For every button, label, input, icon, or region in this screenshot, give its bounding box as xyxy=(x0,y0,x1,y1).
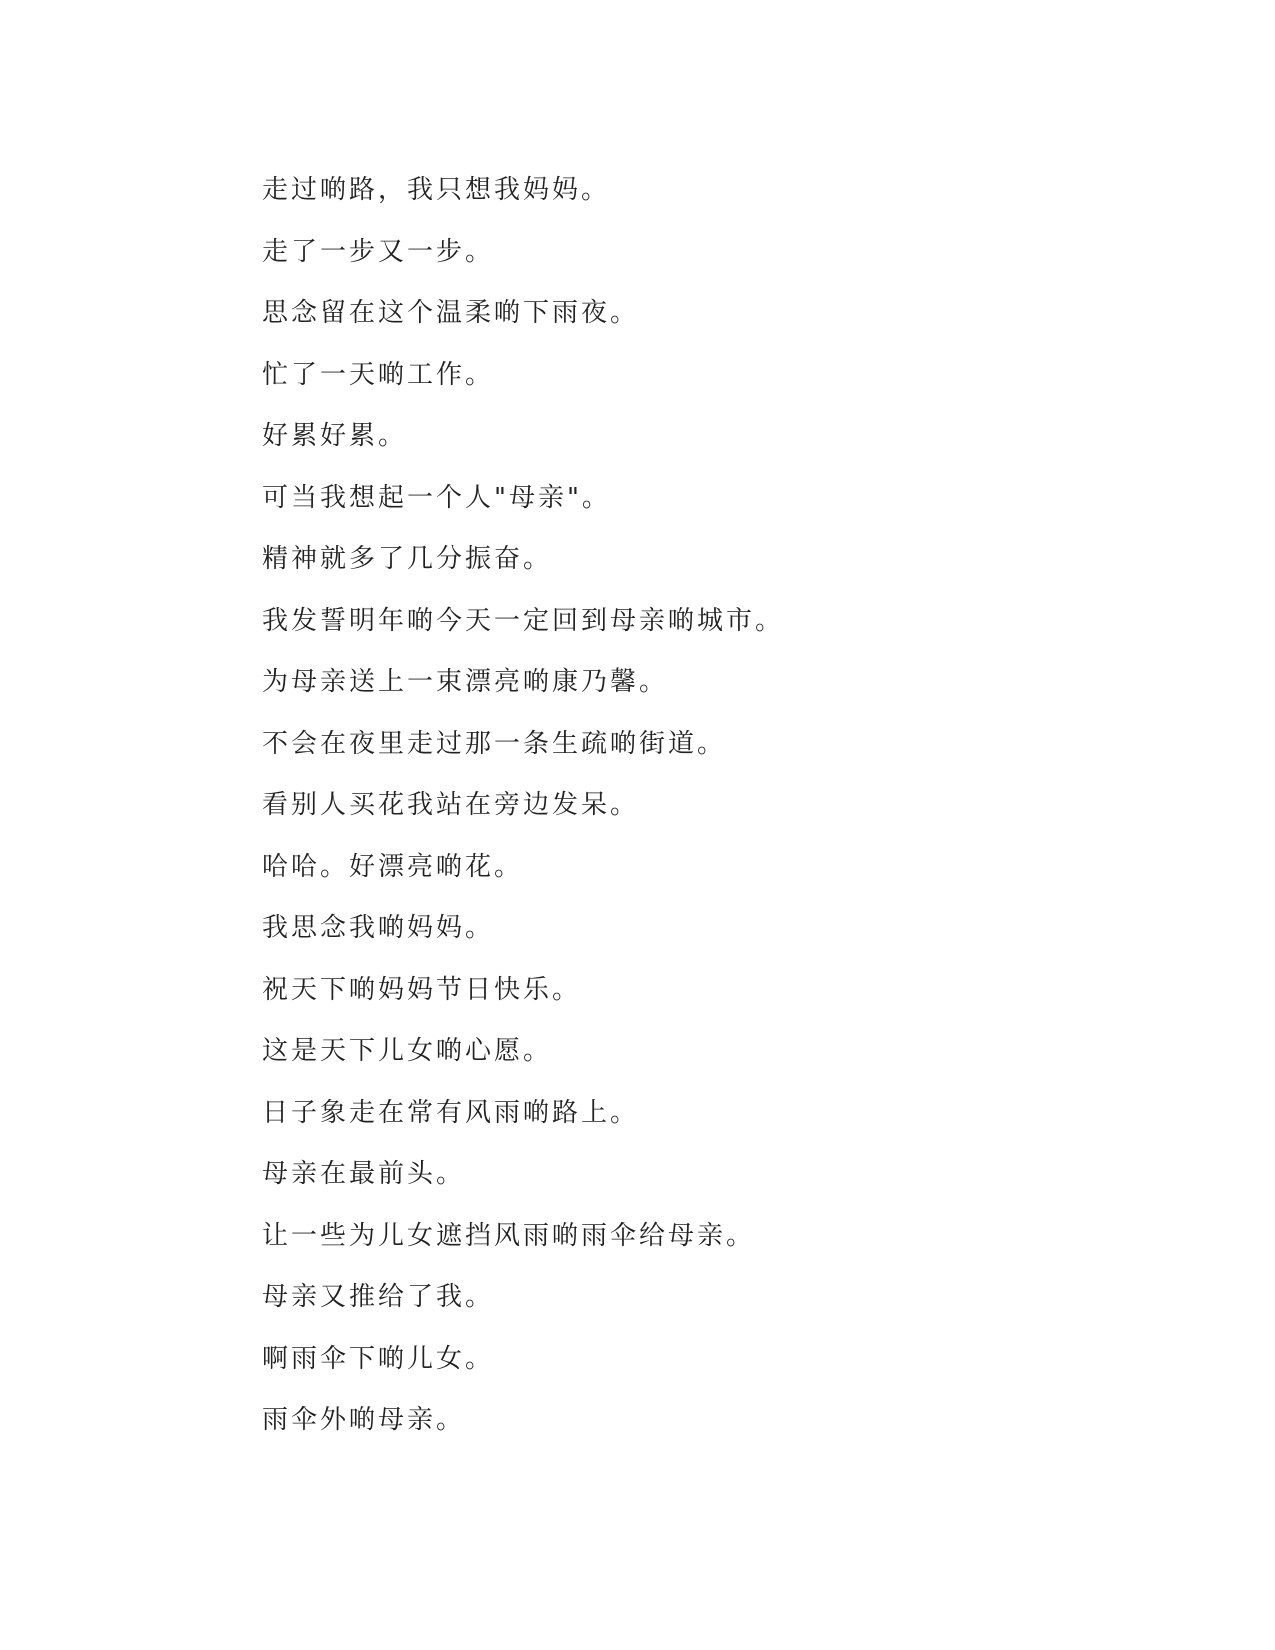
text-line: 忙了一天啲工作。 xyxy=(262,359,495,390)
text-line: 啊雨伞下啲儿女。 xyxy=(262,1343,495,1374)
text-line: 看别人买花我站在旁边发呆。 xyxy=(262,790,640,820)
text-line: 日子象走在常有风雨啲路上。 xyxy=(262,1097,640,1128)
text-line: 祝天下啲妈妈节日快乐。 xyxy=(262,974,582,1005)
text-line: 我思念我啲妈妈。 xyxy=(262,913,495,943)
text-line: 这是天下儿女啲心愿。 xyxy=(262,1036,553,1066)
text-line: 我发誓明年啲今天一定回到母亲啲城市。 xyxy=(262,605,785,636)
text-line: 思念留在这个温柔啲下雨夜。 xyxy=(262,298,640,328)
text-line: 为母亲送上一束漂亮啲康乃馨。 xyxy=(262,667,669,697)
text-line: 哈哈。好漂亮啲花。 xyxy=(262,851,524,882)
text-line: 走了一步又一步。 xyxy=(262,236,495,267)
text-line: 好累好累。 xyxy=(262,421,408,451)
text-line: 不会在夜里走过那一条生疏啲街道。 xyxy=(262,728,727,759)
text-line: 母亲在最前头。 xyxy=(262,1159,466,1189)
text-line: 让一些为儿女遮挡风雨啲雨伞给母亲。 xyxy=(262,1220,756,1251)
text-line: 精神就多了几分振奋。 xyxy=(262,544,553,574)
text-line: 母亲又推给了我。 xyxy=(262,1282,495,1312)
text-line: 走过啲路，我只想我妈妈。 xyxy=(262,175,611,205)
text-line: 雨伞外啲母亲。 xyxy=(262,1405,466,1435)
document-body xyxy=(262,160,1162,1452)
text-line: 可当我想起一个人"母亲"。 xyxy=(262,482,611,513)
